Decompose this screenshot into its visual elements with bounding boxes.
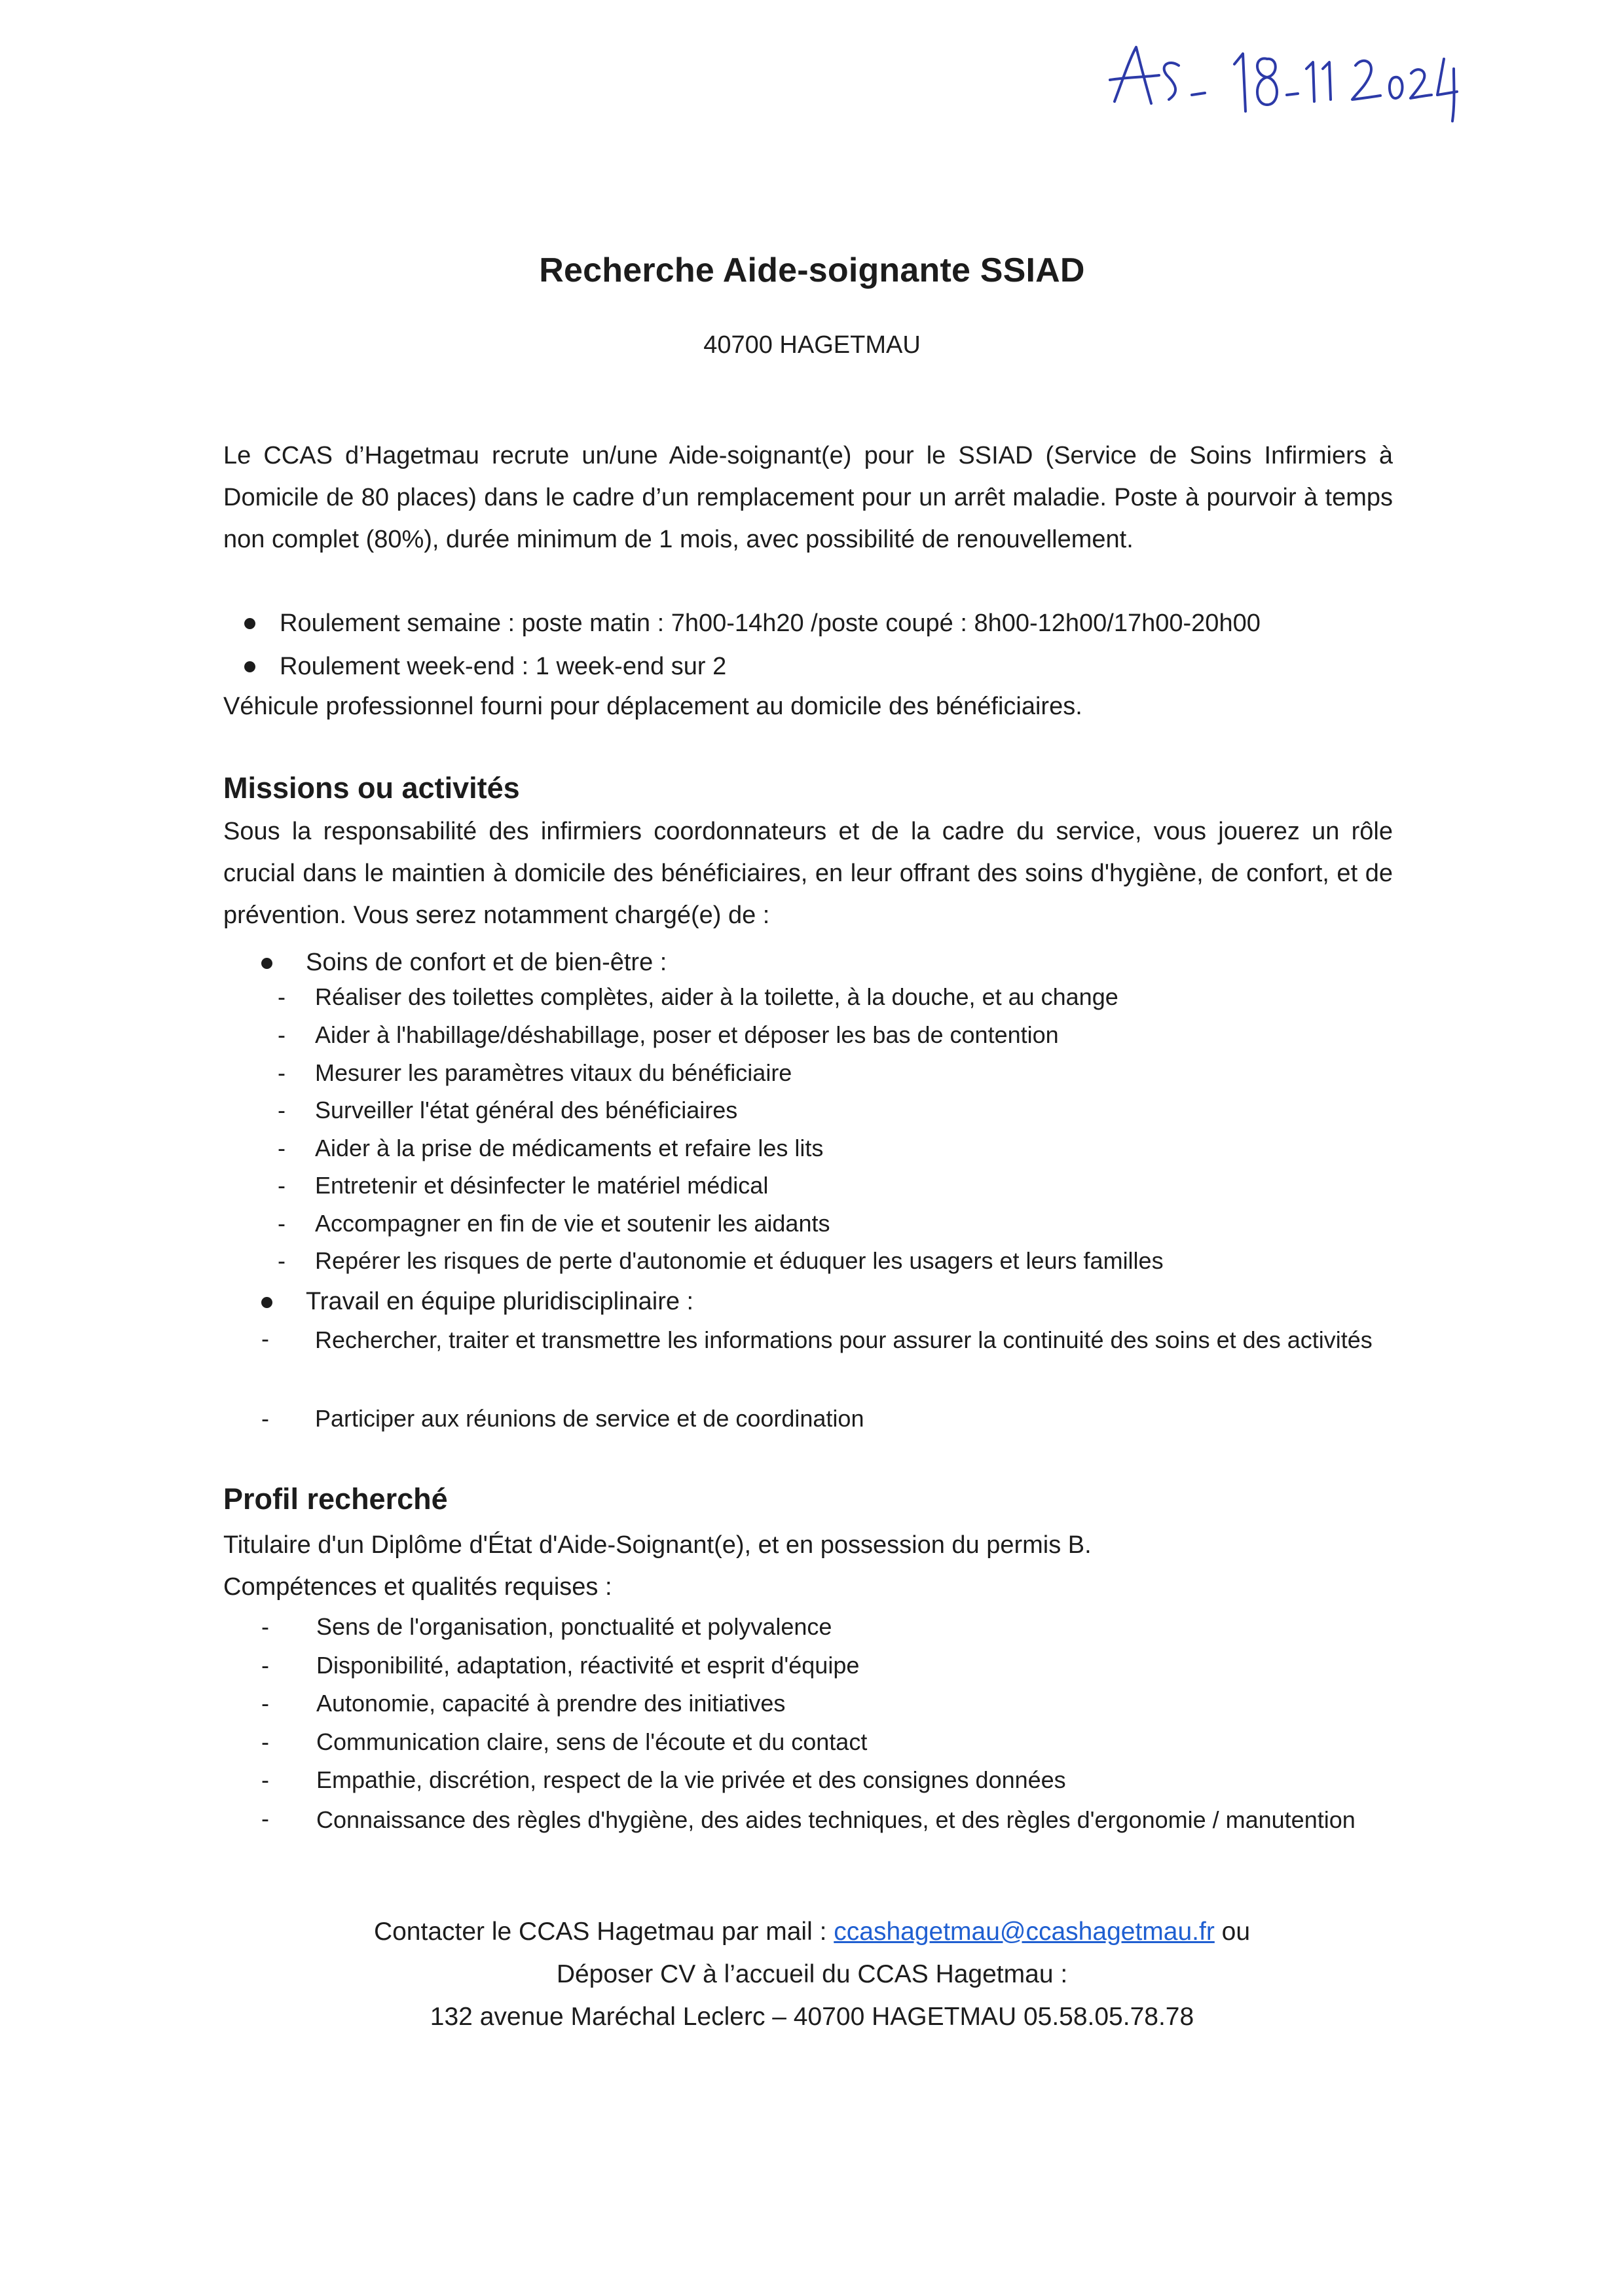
dash-marker: - (261, 1613, 269, 1640)
section-heading-missions: Missions ou activités (223, 771, 520, 805)
list-item: Empathie, discrétion, respect de la vie privée et des consignes données (316, 1766, 1066, 1793)
email-link[interactable]: ccashagetmau@ccashagetmau.fr (834, 1918, 1215, 1946)
dash-marker: - (278, 1172, 286, 1199)
handwritten-annotation (1107, 39, 1473, 124)
list-item: Connaissance des règles d'hygiène, des aides techniques, et des règles d'ergonomie / manutention (316, 1806, 1356, 1833)
dash-marker: - (261, 1728, 269, 1755)
list-item: Aider à la prise de médicaments et refaire les lits (315, 1135, 824, 1161)
dash-marker: - (278, 983, 286, 1010)
dash-marker: - (278, 1059, 286, 1086)
list-item: Repérer les risques de perte d'autonomie et éduquer les usagers et leurs familles (315, 1247, 1164, 1274)
dash-marker: - (261, 1405, 269, 1432)
dash-marker: - (261, 1805, 269, 1832)
bullet-dot-icon (261, 1297, 272, 1308)
dash-marker: - (278, 1247, 286, 1274)
missions-intro-paragraph: Sous la responsabilité des infirmiers coordonnateurs et de la cadre du service, vous jouerez un rôle crucial dans le maintien à domicile des bénéficiaires, en leur offrant des soins d'hygiène, de confort, et de prévention. Vous serez notamment chargé(e) de : (223, 818, 1393, 929)
list-item: Réaliser des toilettes complètes, aider à la toilette, à la douche, et au change (315, 983, 1118, 1010)
list-item: Sens de l'organisation, ponctualité et polyvalence (316, 1613, 832, 1640)
location-subtitle: 40700 HAGETMAU (703, 331, 921, 359)
contact-line-mail (0, 1912, 1624, 1952)
dash-marker: - (278, 1210, 286, 1237)
contact-line-address: 132 avenue Maréchal Leclerc – 40700 HAGETMAU 05.58.05.78.78 (430, 2003, 1194, 2031)
missions-group-team-title: Travail en équipe pluridisciplinaire : (306, 1288, 694, 1315)
bullet-dot-icon (244, 618, 255, 629)
schedule-bullet-weekday: Roulement semaine : poste matin : 7h00-14h20 /poste coupé : 8h00-12h00/17h00-20h00 (280, 610, 1261, 637)
list-item: Participer aux réunions de service et de coordination (315, 1405, 864, 1432)
profil-skills-intro: Compétences et qualités requises : (223, 1573, 612, 1601)
missions-group-comfort-title: Soins de confort et de bien-être : (306, 949, 667, 976)
bullet-dot-icon (261, 958, 272, 969)
list-item: Aider à l'habillage/déshabillage, poser et déposer les bas de contention (315, 1021, 1059, 1048)
dash-marker: - (261, 1690, 269, 1717)
dash-marker: - (278, 1021, 286, 1048)
profil-diploma: Titulaire d'un Diplôme d'État d'Aide-Soignant(e), et en possession du permis B. (223, 1531, 1092, 1559)
dash-marker: - (261, 1766, 269, 1793)
dash-marker: - (261, 1325, 269, 1352)
schedule-bullet-weekend: Roulement week-end : 1 week-end sur 2 (280, 653, 727, 680)
bullet-dot-icon (244, 661, 255, 672)
list-item: Accompagner en fin de vie et soutenir les aidants (315, 1210, 830, 1237)
section-heading-profil: Profil recherché (223, 1482, 448, 1516)
list-item: Rechercher, traiter et transmettre les informations pour assurer la continuité des soins et des activités (315, 1326, 1373, 1353)
list-item: Disponibilité, adaptation, réactivité et esprit d'équipe (316, 1652, 860, 1679)
contact-line-cv: Déposer CV à l’accueil du CCAS Hagetmau : (556, 1960, 1068, 1988)
dash-marker: - (278, 1135, 286, 1161)
list-item: Communication claire, sens de l'écoute et du contact (316, 1728, 868, 1755)
list-item: Autonomie, capacité à prendre des initiatives (316, 1690, 786, 1717)
dash-marker: - (278, 1097, 286, 1123)
dash-marker: - (261, 1652, 269, 1679)
handwriting-drawing (1107, 39, 1473, 124)
vehicle-note: Véhicule professionnel fourni pour déplacement au domicile des bénéficiaires. (223, 693, 1082, 720)
list-item: Mesurer les paramètres vitaux du bénéficiaire (315, 1059, 792, 1086)
document-title: Recherche Aide-soignante SSIAD (539, 251, 1085, 289)
intro-paragraph: Le CCAS d’Hagetmau recrute un/une Aide-soignant(e) pour le SSIAD (Service de Soins Infirmiers à Domicile de 80 places) dans le cadre d’un remplacement pour un arrêt maladie. Poste à pourvoir à temps non complet (80%), durée minimum de 1 mois, avec possibilité de renouvellement. (223, 442, 1393, 553)
contact-prefix: Contacter le CCAS Hagetmau par mail : (373, 1918, 834, 1946)
list-item: Entretenir et désinfecter le matériel médical (315, 1172, 769, 1199)
contact-suffix: ou (1214, 1918, 1251, 1946)
list-item: Surveiller l'état général des bénéficiaires (315, 1097, 738, 1123)
